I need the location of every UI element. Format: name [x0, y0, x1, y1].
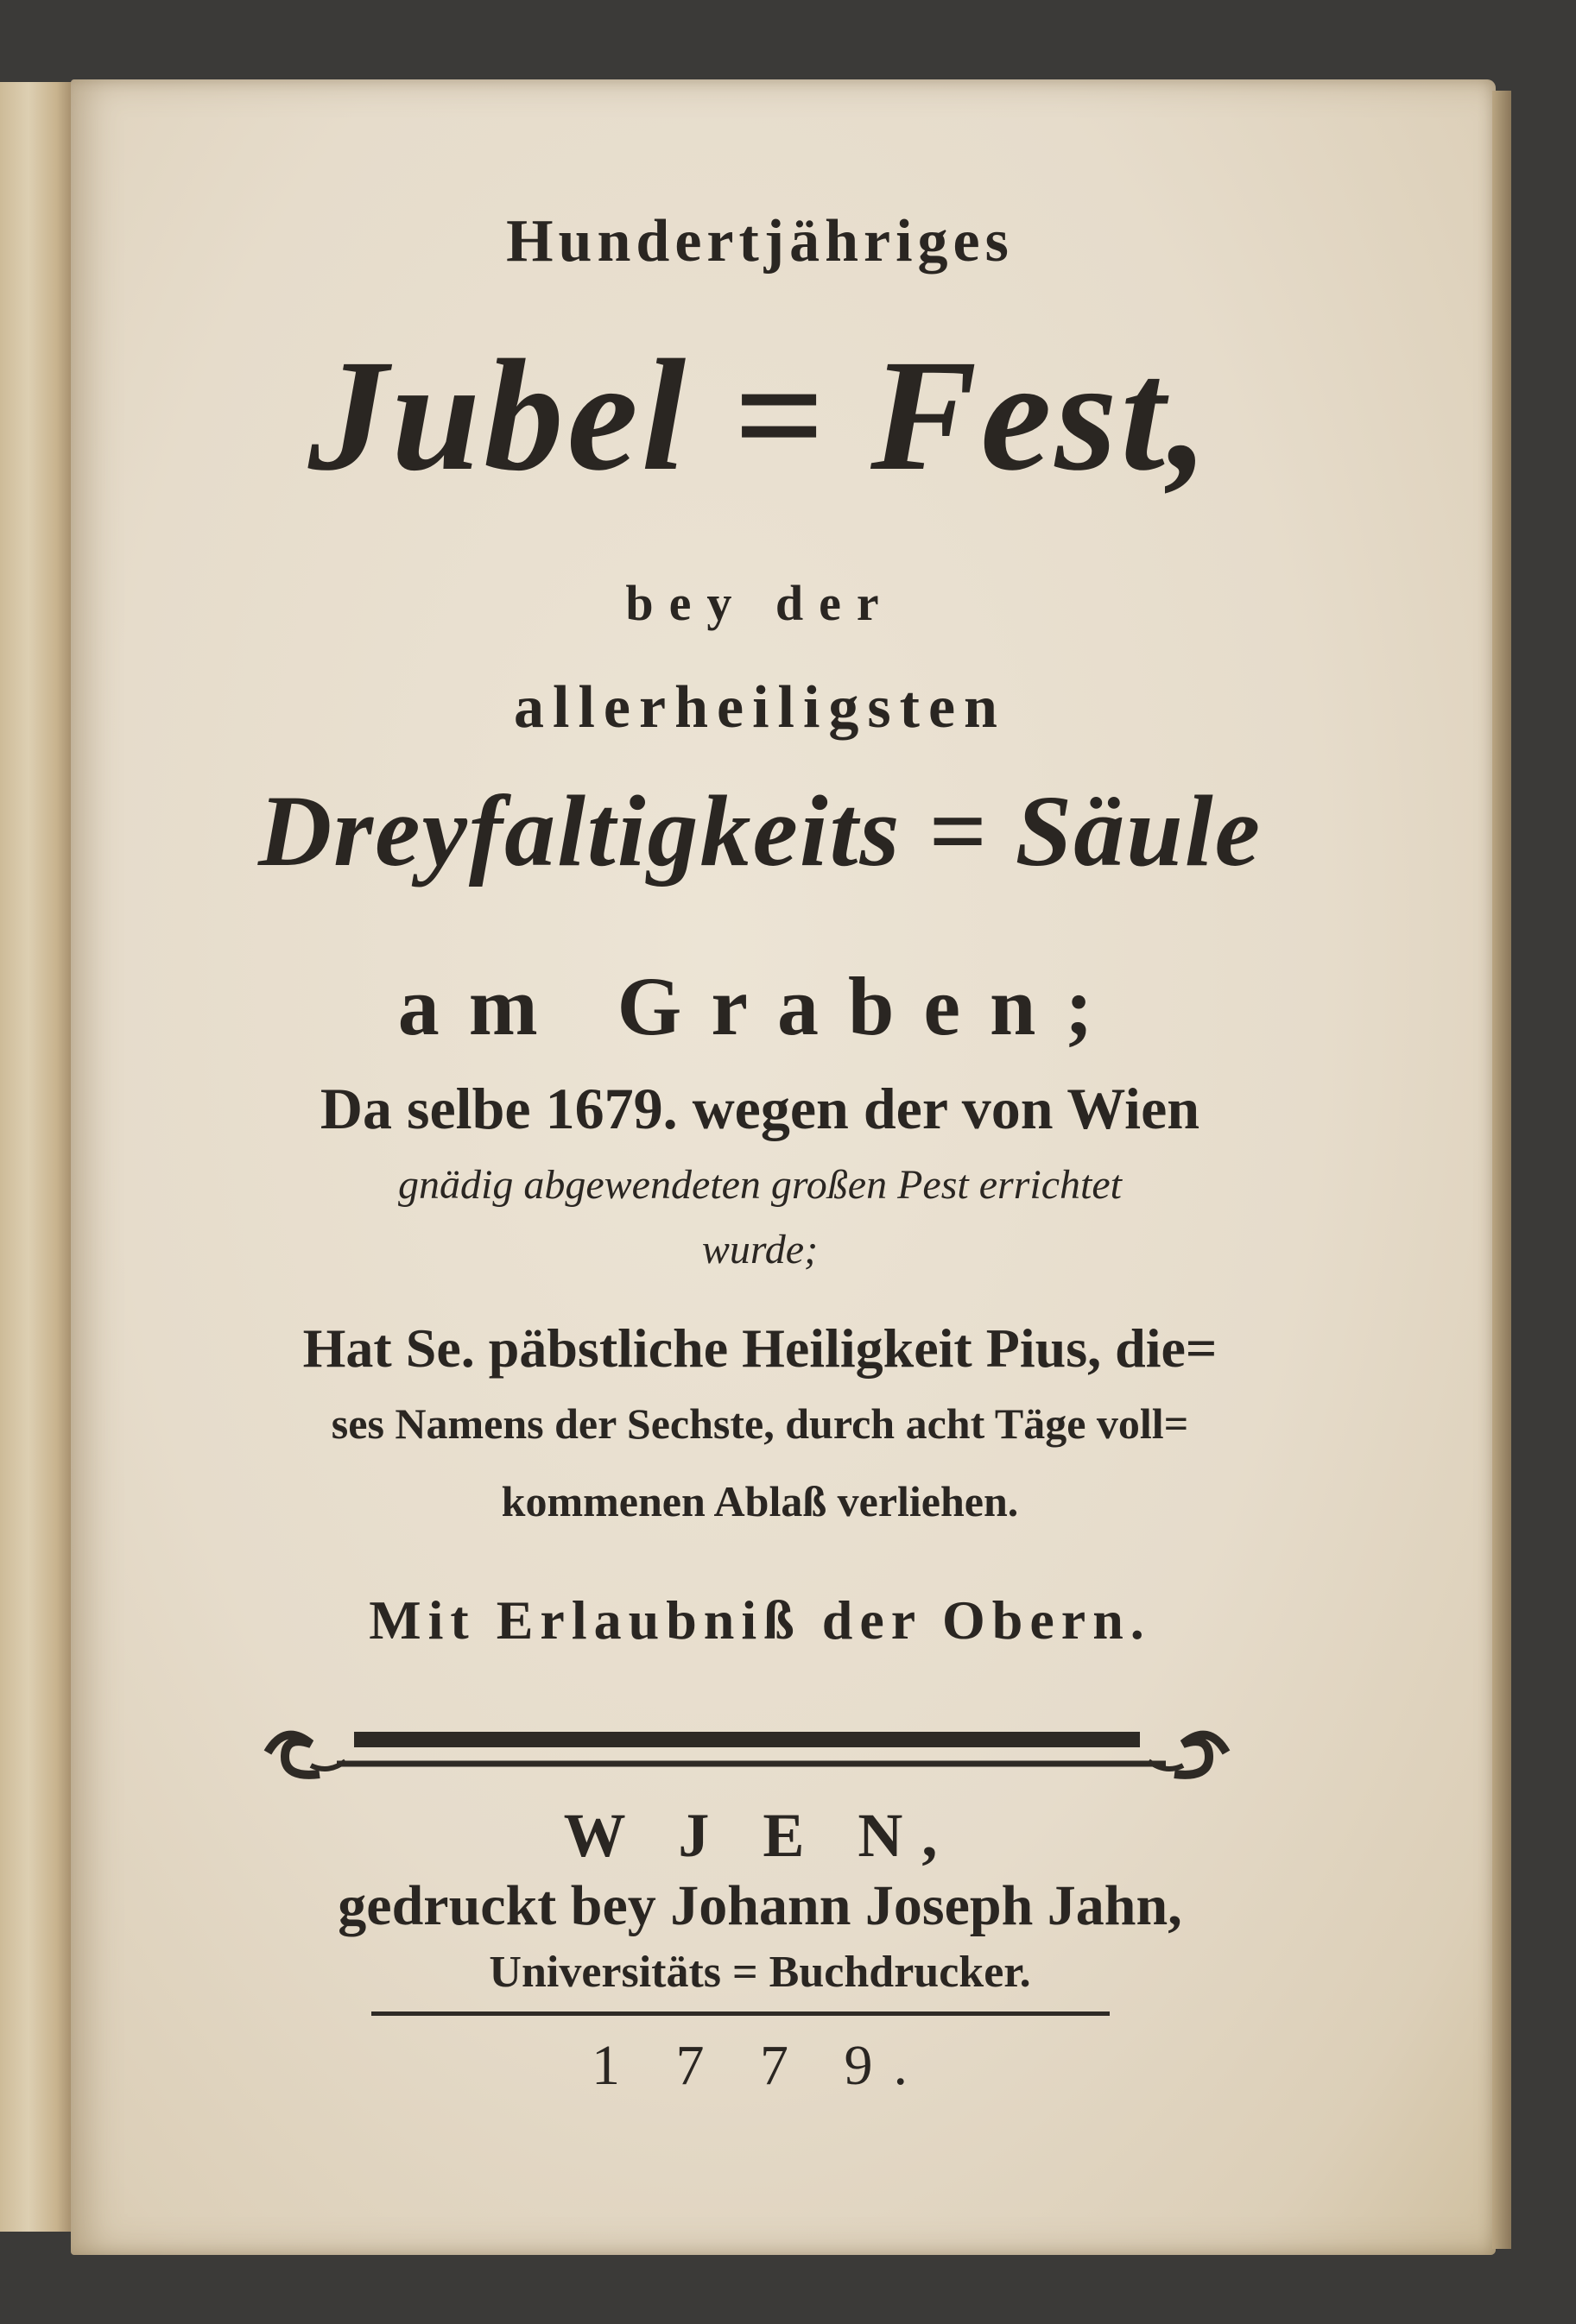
heading-bey-der: bey der [625, 575, 895, 631]
heading-jubel-fest: Jubel = Fest, [307, 327, 1212, 504]
heading-allerheiligsten: allerheiligsten [514, 674, 1006, 741]
heading-hundertjaehriges: Hundertjähriges [506, 208, 1014, 275]
horizontal-rule [371, 2011, 1110, 2016]
heading-am-graben: am Graben; [397, 960, 1123, 1052]
ornament-divider [259, 1714, 1235, 1791]
text-kommenen: kommenen Ablaß verliehen. [501, 1477, 1019, 1525]
text-wurde: wurde; [701, 1227, 819, 1273]
imprint-printer: gedruckt bey Johann Joseph Jahn, [338, 1874, 1182, 1937]
imprint-year: 1 7 7 9. [592, 2034, 928, 2097]
text-mit-erlaubniss: Mit Erlaubniß der Obern. [369, 1589, 1151, 1651]
text-ses-namens: ses Namens der Sechste, durch acht Täge voll= [331, 1399, 1189, 1448]
imprint-university-printer: Universitäts = Buchdrucker. [489, 1948, 1031, 1997]
page-edge [1492, 91, 1511, 2249]
text-gnaedig: gnädig abgewendeten großen Pest errichtet [397, 1162, 1123, 1208]
book-spine [0, 82, 73, 2232]
text-da-selbe: Da selbe 1679. wegen der von Wien [320, 1076, 1200, 1141]
heading-dreyfaltigkeits-saeule: Dreyfaltigkeits = Säule [257, 774, 1263, 887]
imprint-wien: W J E N, [563, 1801, 957, 1870]
text-hat-se: Hat Se. päbstliche Heiligkeit Pius, die= [302, 1317, 1218, 1379]
